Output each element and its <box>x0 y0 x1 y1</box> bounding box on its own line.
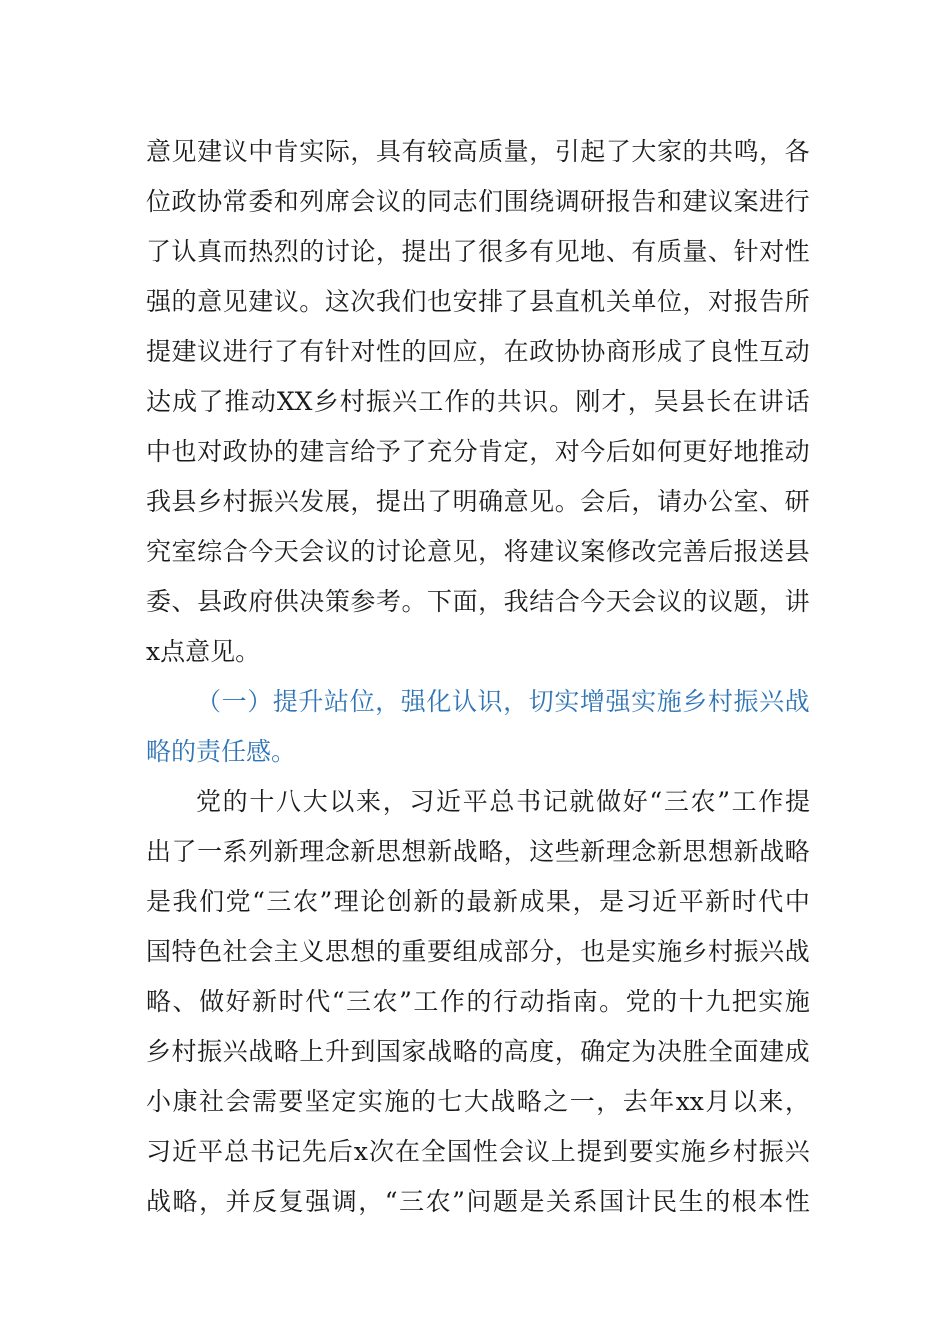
text-line: 提 建 议 进 行 了 有 针 对 性 的 回 应 ， 在 政 协 协 商 形 成 了 良 性 互 动 <box>146 337 810 366</box>
text-line: 委 、 县 政 府 供 决 策 参 考 。 下 面 ， 我 结 合 今 天 会 议 的 议 题 ， 讲 <box>146 587 810 616</box>
text-line: 略 、 做 好 新 时 代 “ 三 农 ” 工 作 的 行 动 指 南 。 党 的 十 九 把 实 施 <box>146 987 810 1016</box>
text-line: 乡 村 振 兴 战 略 上 升 到 国 家 战 略 的 高 度 ， 确 定 为 决 胜 全 面 建 成 <box>146 1037 810 1066</box>
text-line: 是 我 们 党 “ 三 农 ” 理 论 创 新 的 最 新 成 果 ， 是 习 近 平 新 时 代 中 <box>146 887 810 916</box>
text-line: 党 的 十 八 大 以 来 ， 习 近 平 总 书 记 就 做 好 “ 三 农 ” 工 作 提 <box>196 787 810 816</box>
text-line: 中 也 对 政 协 的 建 言 给 予 了 充 分 肯 定 ， 对 今 后 如 何 更 好 地 推 动 <box>146 437 810 466</box>
text-line: 意 见 建 议 中 肯 实 际 ， 具 有 较 高 质 量 ， 引 起 了 大 家 的 共 鸣 ， 各 <box>146 137 810 166</box>
text-line: 达 成 了 推 动 XX 乡 村 振 兴 工 作 的 共 识 。 刚 才 ， 吴 县 长 在 讲 话 <box>146 387 810 416</box>
text-line: 习 近 平 总 书 记 先 后 x 次 在 全 国 性 会 议 上 提 到 要 实 施 乡 村 振 兴 <box>146 1137 810 1166</box>
document-body <box>146 127 810 1227</box>
body-paragraph <box>146 777 810 1227</box>
text-line: 了 认 真 而 热 烈 的 讨 论 ， 提 出 了 很 多 有 见 地 、 有 质 量 、 针 对 性 <box>146 237 810 266</box>
text-line: x点意见。 <box>146 637 261 666</box>
text-line: 出 了 一 系 列 新 理 念 新 思 想 新 战 略 ， 这 些 新 理 念 新 思 想 新 战 略 <box>146 837 810 866</box>
body-paragraph <box>146 127 810 677</box>
text-line: 究 室 综 合 今 天 会 议 的 讨 论 意 见 ， 将 建 议 案 修 改 完 善 后 报 送 县 <box>146 537 810 566</box>
text-line: 我 县 乡 村 振 兴 发 展 ， 提 出 了 明 确 意 见 。 会 后 ， 请 办 公 室 、 研 <box>146 487 810 516</box>
section-heading <box>146 677 810 777</box>
text-line: 位 政 协 常 委 和 列 席 会 议 的 同 志 们 围 绕 调 研 报 告 和 建 议 案 进 行 <box>146 187 810 216</box>
heading-line: 略的责任感。 <box>146 737 297 766</box>
heading-line: （ 一 ） 提 升 站 位 ， 强 化 认 识 ， 切 实 增 强 实 施 乡 村 振 兴 战 <box>196 687 810 716</box>
text-line: 小 康 社 会 需 要 坚 定 实 施 的 七 大 战 略 之 一 ， 去 年 xx 月 以 来 ， <box>146 1087 810 1116</box>
text-line: 战 略 ， 并 反 复 强 调 ， “ 三 农 ” 问 题 是 关 系 国 计 民 生 的 根 本 性 <box>146 1187 810 1216</box>
text-line: 强 的 意 见 建 议 。 这 次 我 们 也 安 排 了 县 直 机 关 单 位 ， 对 报 告 所 <box>146 287 810 316</box>
text-line: 国 特 色 社 会 主 义 思 想 的 重 要 组 成 部 分 ， 也 是 实 施 乡 村 振 兴 战 <box>146 937 810 966</box>
